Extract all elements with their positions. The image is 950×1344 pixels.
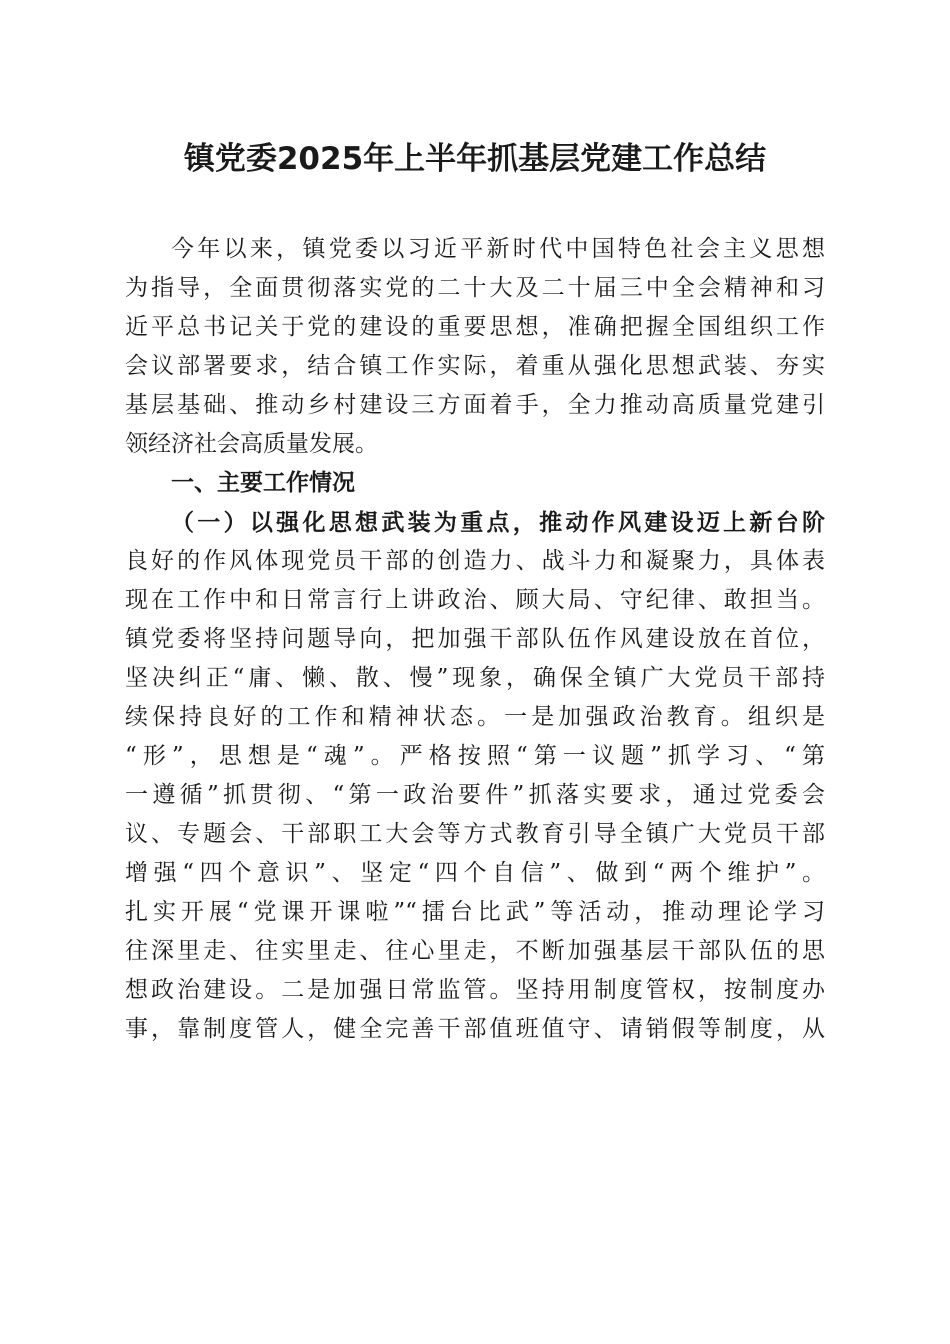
paragraph-line: 续保持良好的工作和精神状态。一是加强政治教育。组织是 xyxy=(125,704,825,730)
paragraph-line: 基层基础、推动乡村建设三方面着手，全力推动高质量党建引 xyxy=(125,392,825,418)
paragraph-line: 为指导，全面贯彻落实党的二十大及二十届三中全会精神和习 xyxy=(125,275,825,301)
paragraph-line: 议、专题会、干部职工大会等方式教育引导全镇广大党员干部 xyxy=(125,821,825,847)
paragraph-line: 往深里走、往实里走、往心里走，不断加强基层干部队伍的思 xyxy=(125,938,825,964)
section-heading: 一、主要工作情况 xyxy=(171,470,355,496)
document-body xyxy=(125,230,825,1049)
paragraph-line: 良好的作风体现党员干部的创造力、战斗力和凝聚力，具体表 xyxy=(125,548,825,574)
paragraph-line: 一遵循”抓贯彻、“第一政治要件”抓落实要求，通过党委会 xyxy=(125,782,825,808)
paragraph-line: 今年以来，镇党委以习近平新时代中国特色社会主义思想 xyxy=(171,236,825,262)
paragraph-line: 扎实开展“党课开课啦”“擂台比武”等活动，推动理论学习 xyxy=(125,899,825,925)
paragraph-line: 近平总书记关于党的建设的重要思想，准确把握全国组织工作 xyxy=(125,314,825,340)
document-title: 镇党委2025年上半年抓基层党建工作总结 xyxy=(183,141,767,177)
paragraph-line: 想政治建设。二是加强日常监管。坚持用制度管权，按制度办 xyxy=(125,977,825,1003)
paragraph-line: 领经济社会高质量发展。 xyxy=(125,431,378,457)
paragraph-line: 会议部署要求，结合镇工作实际，着重从强化思想武装、夯实 xyxy=(125,353,825,379)
paragraph-line: 现在工作中和日常言行上讲政治、顾大局、守纪律、敢担当。 xyxy=(125,587,825,613)
paragraph-line: 事，靠制度管人，健全完善干部值班值守、请销假等制度，从 xyxy=(125,1016,825,1042)
paragraph-line: 增强“四个意识”、坚定“四个自信”、做到“两个维护”。 xyxy=(125,860,825,886)
paragraph-line: 镇党委将坚持问题导向，把加强干部队伍作风建设放在首位， xyxy=(125,626,825,652)
subsection-heading: （一）以强化思想武装为重点，推动作风建设迈上新台阶 xyxy=(171,509,825,536)
paragraph-line: “形”，思想是“魂”。严格按照“第一议题”抓学习、“第 xyxy=(125,743,825,769)
paragraph-line: 坚决纠正“庸、懒、散、慢”现象，确保全镇广大党员干部持 xyxy=(125,665,825,691)
